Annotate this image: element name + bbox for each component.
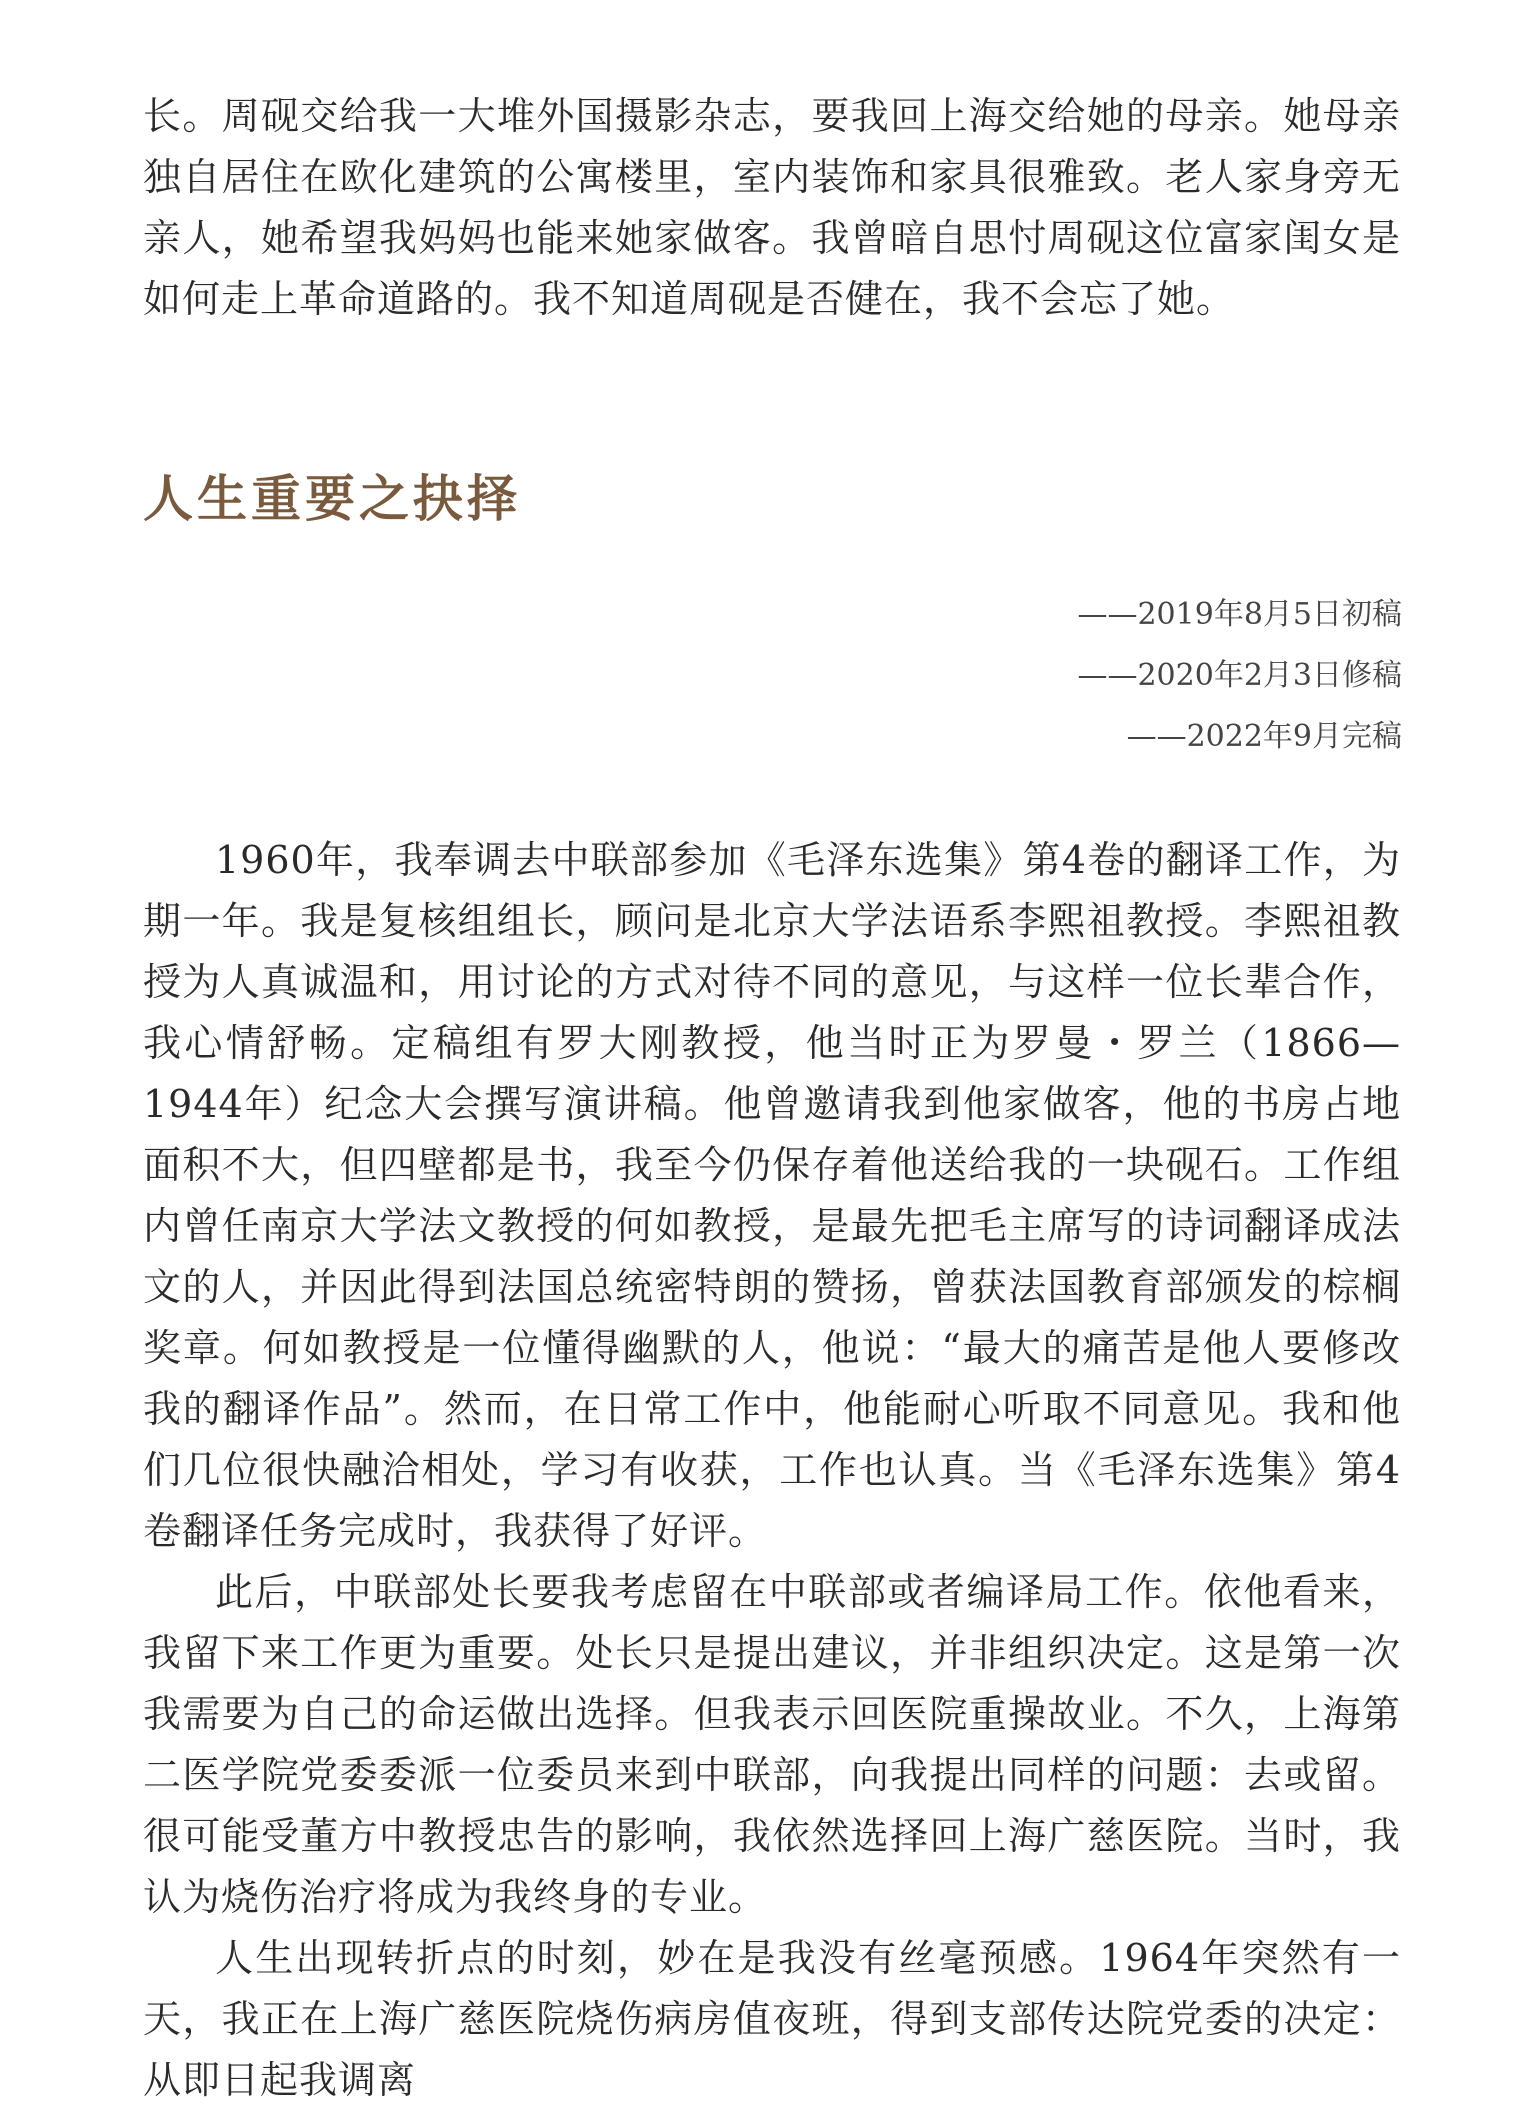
body-paragraph: 人生出现转折点的时刻，妙在是我没有丝毫预感。1964年突然有一天，我正在上海广慈医院烧伤病房值夜班，得到支部传达院党委的决定：从即日起我调离 xyxy=(143,1936,1401,2102)
draft-date-revision: ——2020年2月3日修稿 xyxy=(1077,658,1402,693)
draft-date-final: ——2022年9月完稿 xyxy=(1126,719,1402,754)
draft-date-first: ——2019年8月5日初稿 xyxy=(1077,597,1402,632)
body-paragraph: 1960年，我奉调去中联部参加《毛泽东选集》第4卷的翻译工作，为期一年。我是复核组组长，顾问是北京大学法语系李熙祖教授。李熙祖教授为人真诚温和，用讨论的方式对待不同的意见，与这样一位长辈合作，我心情舒畅。定稿组有罗大刚教授，他当时正为罗曼・罗兰（1866—1944年）纪念大会撰写演讲稿。他曾邀请我到他家做客，他的书房占地面积不大，但四壁都是书，我至今仍保存着他送给我的一块砚石。工作组内曾任南京大学法文教授的何如教授，是最先把毛主席写的诗词翻译成法文的人，并因此得到法国总统密特朗的赞扬，曾获法国教育部颁发的棕榈奖章。何如教授是一位懂得幽默的人，他说：“最大的痛苦是他人要修改我的翻译作品”。然而，在日常工作中，他能耐心听取不同意见。我和他们几位很快融洽相处，学习有收获，工作也认真。当《毛泽东选集》第4卷翻译任务完成时，我获得了好评。 xyxy=(143,838,1401,1553)
draft-dates xyxy=(1077,584,1402,767)
section-body xyxy=(143,830,1401,2111)
body-paragraph: 此后，中联部处长要我考虑留在中联部或者编译局工作。依他看来，我留下来工作更为重要。处长只是提出建议，并非组织决定。这是第一次我需要为自己的命运做出选择。但我表示回医院重操故业。不久，上海第二医学院党委委派一位委员来到中联部，向我提出同样的问题：去或留。很可能受董方中教授忠告的影响，我依然选择回上海广慈医院。当时，我认为烧伤治疗将成为我终身的专业。 xyxy=(143,1570,1401,1919)
section-title: 人生重要之抉择 xyxy=(143,469,521,528)
intro-paragraph: 长。周砚交给我一大堆外国摄影杂志，要我回上海交给她的母亲。她母亲独自居住在欧化建筑的公寓楼里，室内装饰和家具很雅致。老人家身旁无亲人，她希望我妈妈也能来她家做客。我曾暗自思忖周砚这位富家闺女是如何走上革命道路的。我不知道周砚是否健在，我不会忘了她。 xyxy=(143,94,1401,321)
